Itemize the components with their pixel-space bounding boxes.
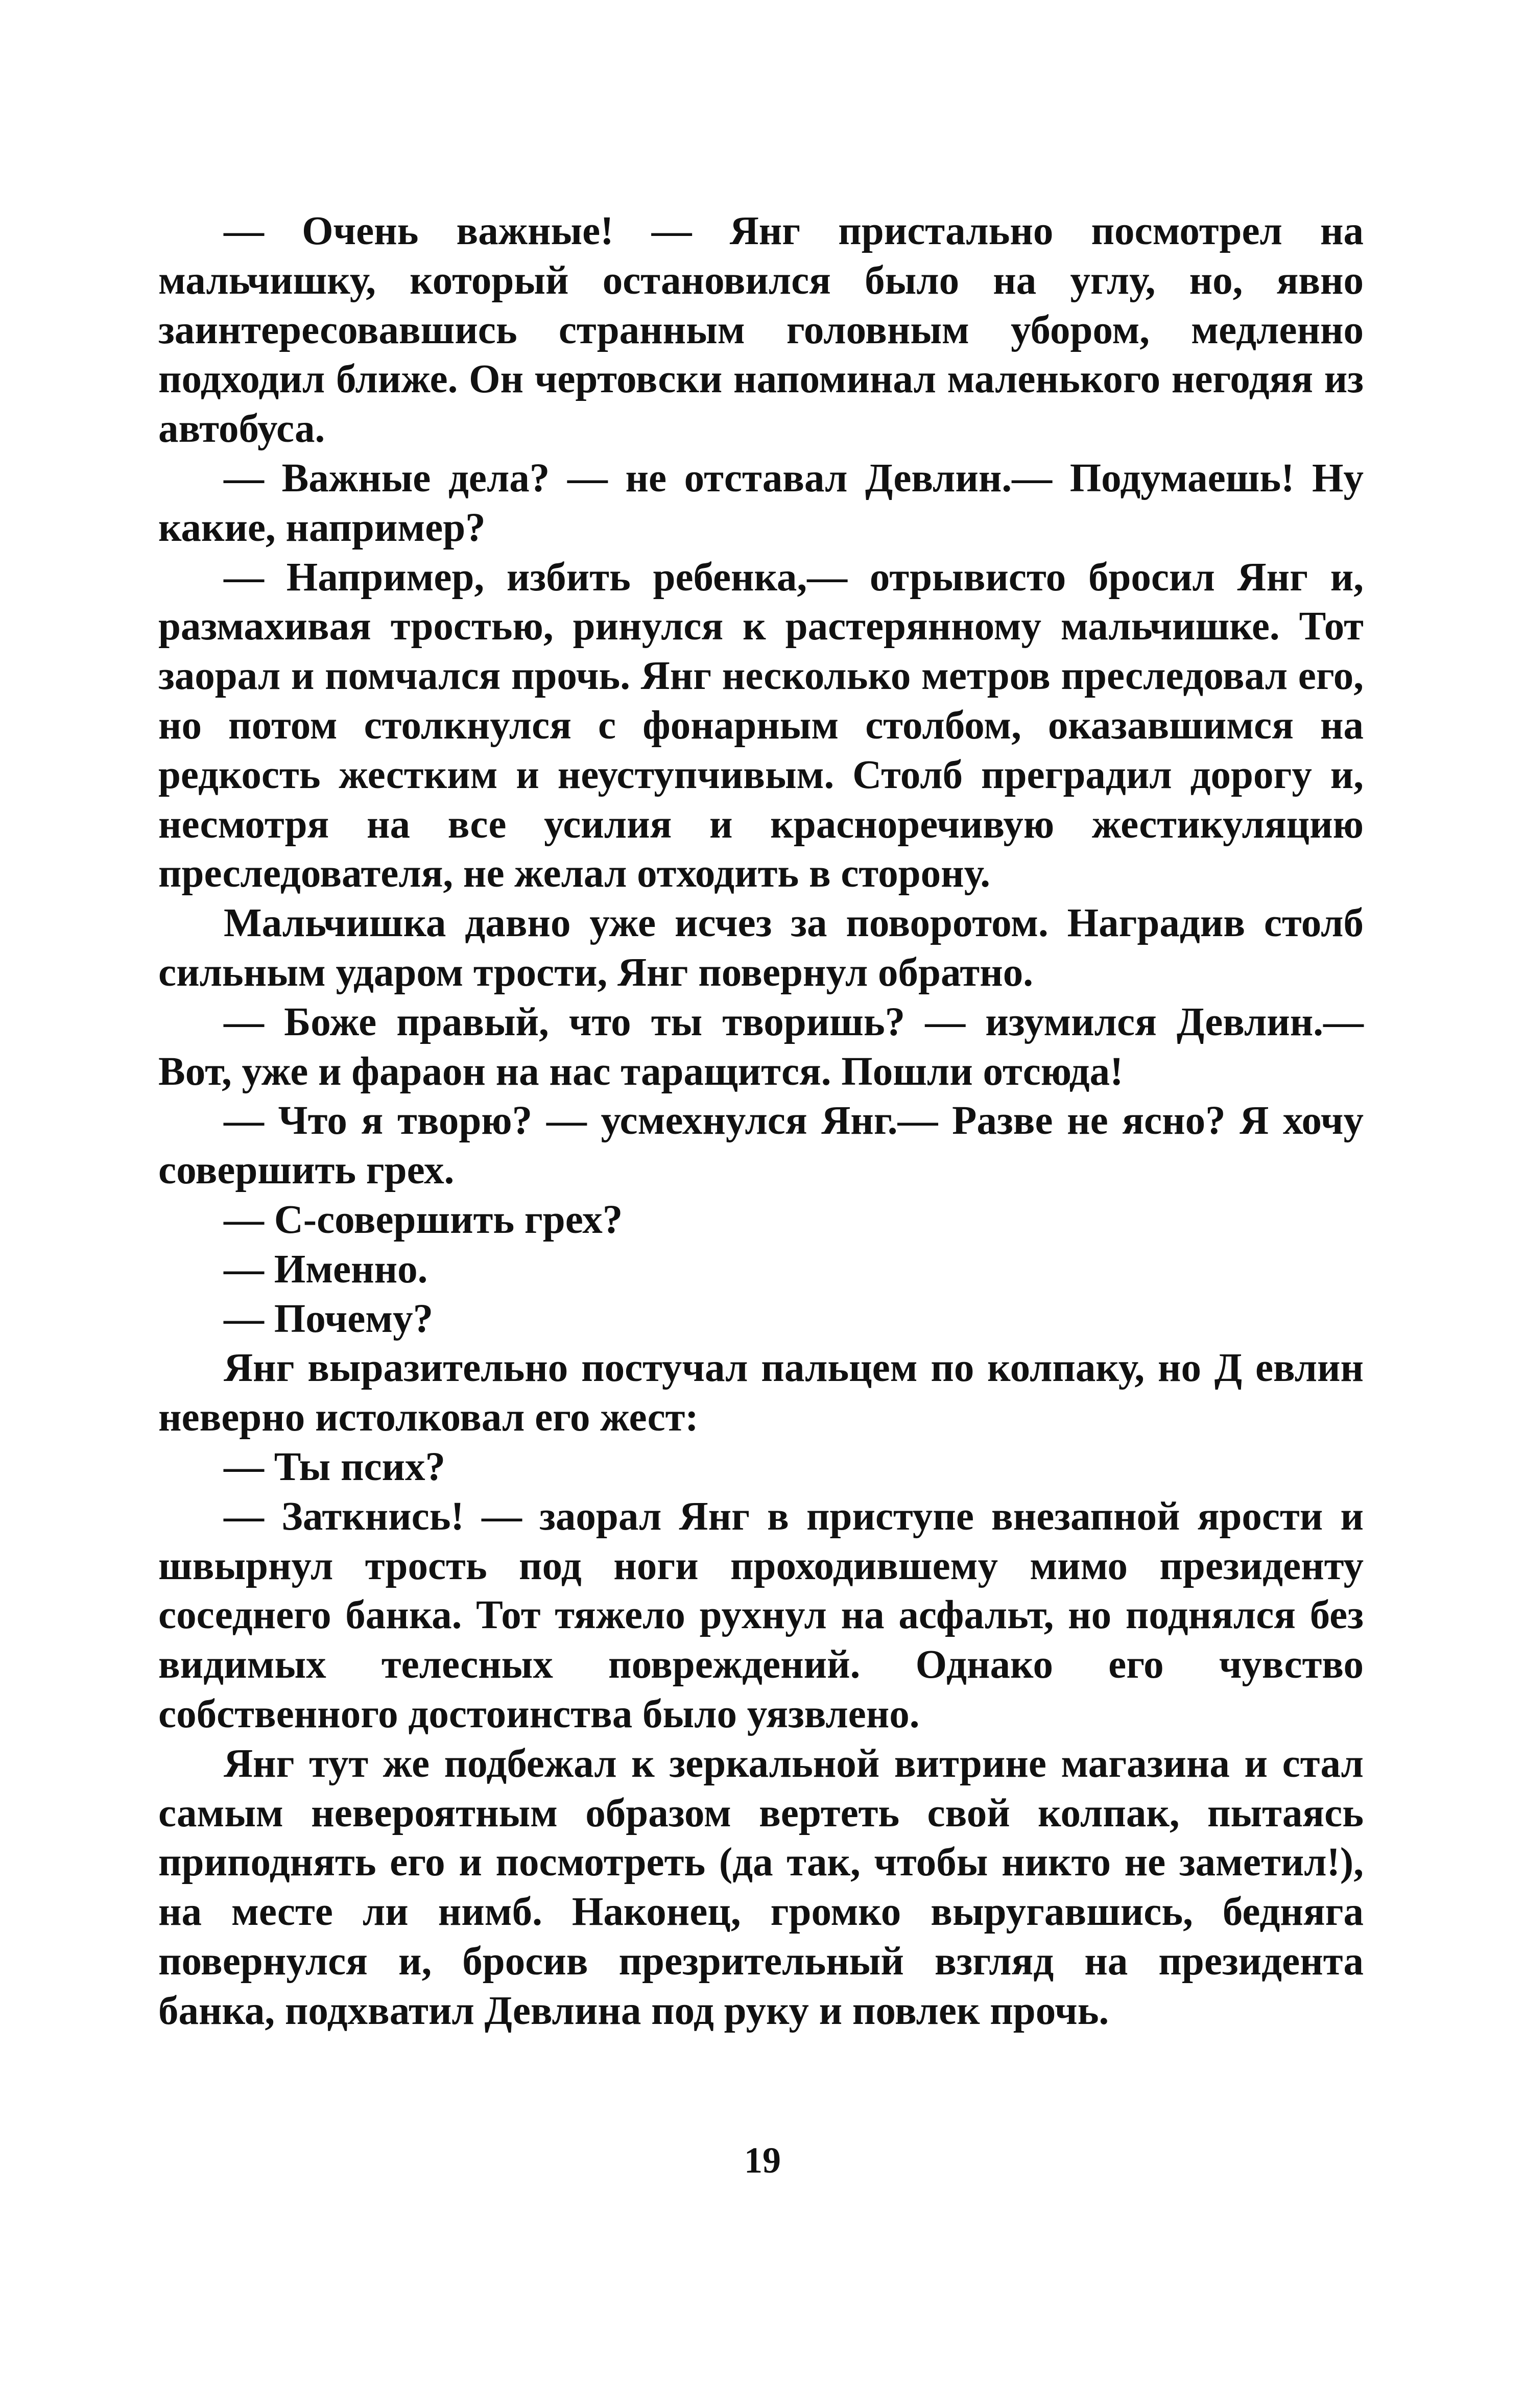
paragraph: — Заткнись! — заорал Янг в приступе внезапной ярости и швырнул трость под ноги проходившему мимо президенту соседнего банка. Тот тяжело рухнул на асфальт, но поднялся без видимых телесных повреждений. Однако его чувство собственного достоинства было уязвлено. — [158, 1494, 1364, 1736]
paragraph: — Почему? — [224, 1296, 434, 1341]
paragraph: — С-совершить грех? — [224, 1197, 623, 1242]
paragraph: — Боже правый, что ты творишь? — изумился Девлин.— Вот, уже и фараон на нас таращится. Пошли отсюда! — [158, 999, 1364, 1094]
body-text — [158, 207, 1364, 2036]
paragraph: — Важные дела? — не отставал Девлин.— Подумаешь! Ну какие, например? — [158, 456, 1364, 550]
paragraph: Янг выразительно постучал пальцем по колпаку, но Д евлин неверно истолковал его жест: — [158, 1346, 1364, 1440]
page-number: 19 — [744, 2140, 781, 2181]
paragraph: — Например, избить ребенка,— отрывисто бросил Янг и, размахивая тростью, ринулся к растерянному мальчишке. Тот заорал и помчался прочь. Янг несколько метров преследовал его, но потом столкнулся с фонарным столбом, оказавшимся на редкость жестким и неуступчивым. Столб преградил дорогу и, несмотря на все усилия и красноречивую жестикуляцию преследователя, не желал отходить в сторону. — [158, 555, 1364, 896]
paragraph: — Очень важные! — Янг пристально посмотрел на мальчишку, который остановился было на углу, но, явно заинтересовавшись странным головным убором, медленно подходил ближе. Он чертовски напоминал маленького негодяя из автобуса. — [158, 209, 1364, 451]
paragraph: — Ты псих? — [224, 1444, 446, 1489]
paragraph: — Что я творю? — усмехнулся Янг.— Разве не ясно? Я хочу совершить грех. — [158, 1099, 1364, 1193]
paragraph: Янг тут же подбежал к зеркальной витрине магазина и стал самым невероятным образом вертеть свой колпак, пытаясь приподнять его и посмотреть (да так, чтобы никто не заметил!), на месте ли нимб. Наконец, громко выругавшись, бедняга повернулся и, бросив презрительный взгляд на президента банка, подхватил Девлина под руку и повлек прочь. — [158, 1741, 1364, 2033]
paragraph: Мальчишка давно уже исчез за поворотом. Наградив столб сильным ударом трости, Янг повернул обратно. — [158, 901, 1364, 995]
paragraph: — Именно. — [224, 1247, 428, 1292]
